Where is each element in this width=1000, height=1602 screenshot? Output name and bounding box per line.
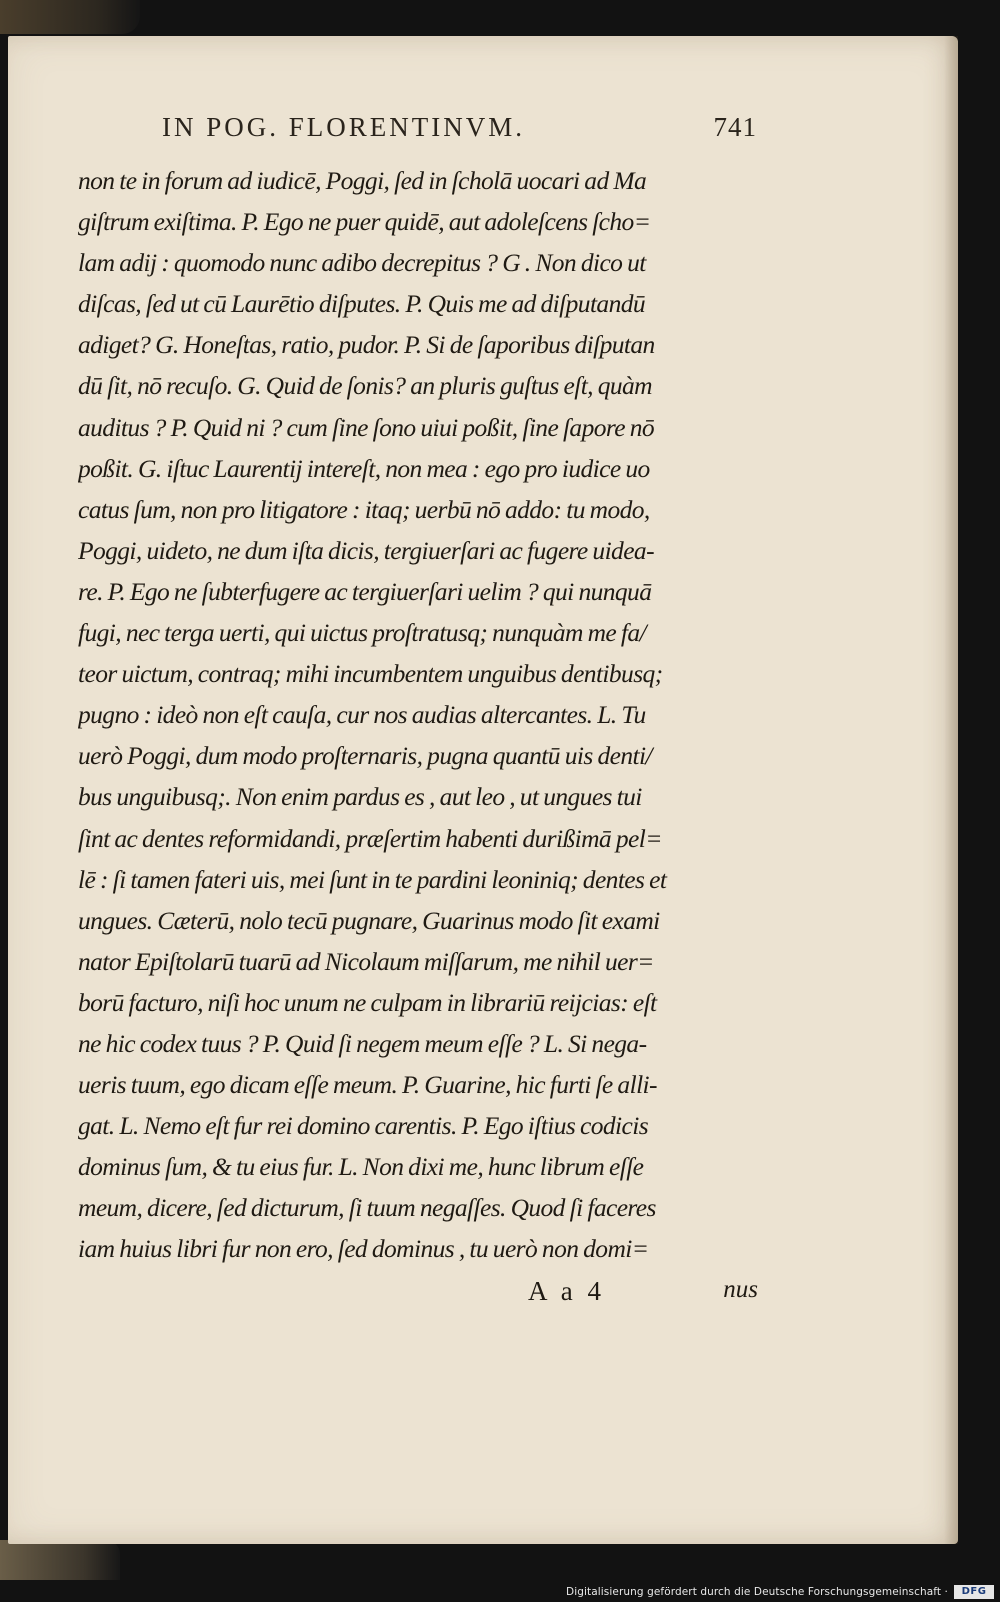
text-line: diſcas, ſed ut cū Laurētio diſputes. P. Quis me ad diſputandū: [78, 289, 646, 319]
running-head-title: IN POG. FLORENTINVM.: [162, 112, 525, 142]
text-line: adiget? G. Honeſtas, ratio, pudor. P. Si de ſaporibus diſputan: [78, 330, 655, 360]
text-line: teor uictum, contraq; mihi incumbentem unguibus dentibusq;: [78, 659, 663, 689]
text-line: ne hic codex tuus ? P. Quid ſi negem meum eſſe ? L. Si nega-: [78, 1028, 647, 1058]
text-line: fugi, nec terga uerti, qui uictus proſtratusq; nunquàm me fa/: [78, 618, 647, 648]
signature-line: [78, 1276, 758, 1318]
catchword: nus: [723, 1276, 758, 1303]
text-line: uerò Poggi, dum modo proſternaris, pugna quantū uis denti/: [78, 741, 652, 771]
text-line: dominus ſum, & tu eius fur. L. Non dixi me, hunc librum eſſe: [78, 1152, 644, 1182]
text-line: meum, dicere, ſed dicturum, ſi tuum negaſſes. Quod ſi faceres: [78, 1193, 656, 1223]
text-line: gat. L. Nemo eſt fur rei domino carentis. P. Ego iſtius codicis: [78, 1111, 649, 1141]
text-line: nator Epiſtolarū tuarū ad Nicolaum miſſarum, me nihil uer=: [78, 946, 654, 976]
text-line: re. P. Ego ne ſubterfugere ac tergiuerſari uelim ? qui nunquā: [78, 576, 652, 606]
page-number: 741: [713, 112, 757, 142]
text-line: pugno : ideò non eſt cauſa, cur nos audias altercantes. L. Tu: [78, 700, 646, 730]
text-line: dū ſit, nō recuſo. G. Quid de ſonis? an pluris guſtus eſt, quàm: [78, 371, 652, 401]
text-line: lam adij : quomodo nunc adibo decrepitus ? G . Non dico ut: [78, 248, 646, 278]
signature-mark: A a 4: [528, 1276, 605, 1306]
text-line: auditus ? P. Quid ni ? cum ſine ſono uiui poßit, ſine ſapore nō: [78, 412, 655, 442]
book-binding-bottom: [0, 1540, 120, 1580]
book-binding-top: [0, 0, 140, 34]
text-line: giſtrum exiſtima. P. Ego ne puer quidē, aut adoleſcens ſcho=: [78, 207, 651, 237]
text-line: poßit. G. iſtuc Laurentij intereſt, non mea : ego pro iudice uo: [78, 453, 650, 483]
digitization-credit: Digitalisierung gefördert durch die Deutsche Forschungsgemeinschaft ·: [566, 1586, 948, 1598]
text-line: bus unguibusq;. Non enim pardus es , aut leo , ut ungues tui: [78, 782, 642, 812]
text-line: borū facturo, niſi hoc unum ne culpam in librariū reijcias: eſt: [78, 987, 657, 1017]
running-head: [162, 112, 757, 143]
text-line: ungues. Cæterū, nolo tecū pugnare, Guarinus modo ſit exami: [78, 905, 660, 935]
text-line: non te in forum ad iudicē, Poggi, ſed in ſcholā uocari ad Ma: [78, 166, 647, 195]
text-line: ueris tuum, ego dicam eſſe meum. P. Guarine, hic furti ſe alli-: [78, 1070, 657, 1100]
text-line: Poggi, uideto, ne dum iſta dicis, tergiuerſari ac fugere uidea-: [78, 535, 654, 565]
text-line: ſint ac dentes reformidandi, præſertim habenti durißimā pel=: [78, 823, 662, 853]
body-text: [78, 160, 758, 1270]
text-line: iam huius libri fur non ero, ſed dominus , tu uerò non domi=: [78, 1234, 649, 1264]
dfg-logo: DFG: [954, 1585, 994, 1599]
text-line: lē : ſi tamen fateri uis, mei ſunt in te pardini leoniniq; dentes et: [78, 864, 667, 894]
text-line: catus ſum, non pro litigatore : itaq; uerbū nō addo: tu modo,: [78, 494, 650, 524]
